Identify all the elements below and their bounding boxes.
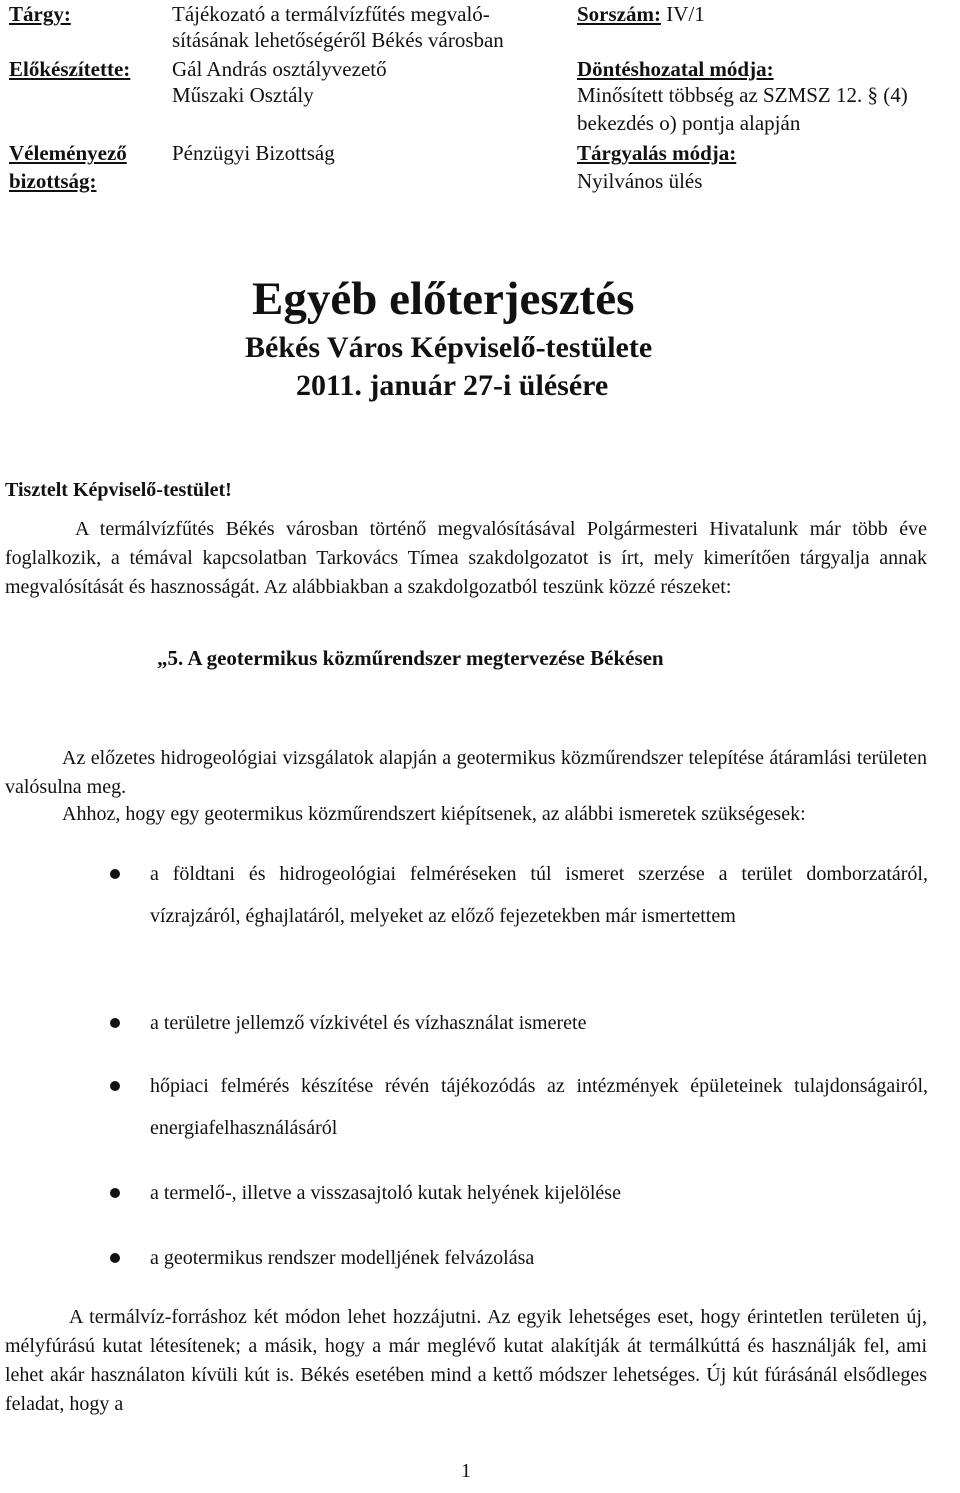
bullet-icon [110,1188,120,1198]
committee-value: Pénzügyi Bizottság [172,141,335,165]
meeting-date: 2011. január 27-i ülésére [296,369,609,402]
hearing-label: Tárgyalás módja: [577,141,737,165]
salutation: Tisztelt Képviselő-testület! [5,479,232,501]
bullet-icon [110,869,120,879]
list-item-text: a területre jellemző vízkivétel és vízhasználat ismerete [150,1012,587,1034]
paragraph-requirements: Ahhoz, hogy egy geotermikus közműrendszert kiépítsenek, az alábbi ismeretek szükségesek: [62,803,806,825]
serial-value: IV/1 [660,2,705,26]
serial-number [577,2,705,26]
decision-line-2: bekezdés o) pontja alapján [577,111,801,135]
section-heading: „5. A geotermikus közműrendszer megtervezése Békésen [157,646,664,670]
subject-label: Tárgy: [9,2,71,26]
page-number: 1 [461,1460,471,1482]
body-name: Békés Város Képviselő-testülete [245,331,653,364]
list-item-text: a földtani és hidrogeológiai felméréseken túl ismeret szerzése a terület domborzatáról, vízrajzáról, éghajlatáról, melyeket az előző fejezetekben már ismertettem [150,863,928,927]
subject-line-1: Tájékozató a termálvízfűtés megvaló- [172,2,490,26]
list-item-text: hőpiaci felmérés készítése révén tájékozódás az intézmények épületeinek tulajdonságairól, energiafelhasználásáról [150,1075,928,1139]
intro-paragraph: A termálvízfűtés Békés városban történő megvalósításával Polgármesteri Hivatalunk már több éve foglalkozik, a témával kapcsolatban Tarkovács Tímea szakdolgozatot is írt, mely kimerítően tárgyalja annak megvalósítását és hasznosságát. Az alábbiakban a szakdolgozatból teszünk közzé részeket: [5,518,927,598]
bullet-icon [110,1018,120,1028]
bullet-icon [110,1081,120,1091]
list-item-text: a geotermikus rendszer modelljének felvázolása [150,1247,535,1269]
paragraph-thermal-source: A termálvíz-forráshoz két módon lehet hozzájutni. Az egyik lehetséges eset, hogy érintetlen területen új, mélyfúrású kutat létesítenek; a másik, hogy a már meglévő kutat alakítják át termálkúttá és használják fel, ami lehet akár használaton kívüli kút is. Békés esetében mind a kettő módszer lehetséges. Új kút fúrásánál elsődleges feladat, hogy a [5,1306,927,1415]
decision-line-1: Minősített többség az SZMSZ 12. § (4) [577,83,908,107]
bullet-icon [110,1253,120,1263]
serial-label: Sorszám: [577,2,661,26]
prepared-line-1: Gál András osztályvezető [172,57,387,81]
decision-label: Döntéshozatal módja: [577,57,774,81]
paragraph-hydrogeology: Az előzetes hidrogeológiai vizsgálatok alapján a geotermikus közműrendszer telepítése átáramlási területen valósulna meg. [5,747,927,798]
hearing-value: Nyilvános ülés [577,169,703,193]
prepared-line-2: Műszaki Osztály [172,83,314,107]
committee-label-line-2: bizottság: [9,169,97,193]
document-title: Egyéb előterjesztés [252,273,635,325]
list-item-text: a termelő-, illetve a visszasajtoló kutak helyének kijelölése [150,1182,621,1204]
prepared-label: Előkészítette: [9,57,131,81]
subject-line-2: sításának lehetőségéről Békés városban [172,28,504,52]
committee-label-line-1: Véleményező [9,141,127,165]
